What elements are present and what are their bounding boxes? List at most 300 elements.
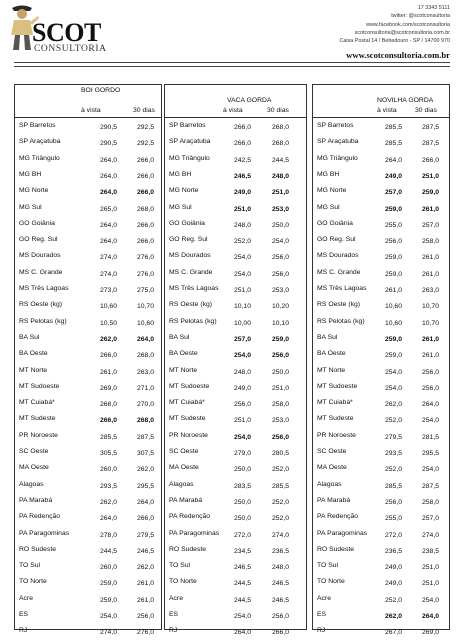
contact-info	[340, 4, 450, 45]
price-30-dias: 263,0	[421, 287, 439, 294]
region-label: MS C. Grande	[169, 268, 213, 276]
region-label: RS Oeste (kg)	[169, 301, 213, 309]
price-30-dias: 251,0	[421, 564, 439, 572]
price-30-dias: 266,0	[136, 189, 154, 197]
header-divider	[14, 62, 450, 67]
price-30-dias: 274,0	[421, 531, 439, 539]
price-30-dias: 295,5	[421, 450, 439, 457]
region-label: MT Cuiabá*	[19, 399, 55, 407]
price-a-vista: 259,0	[384, 270, 402, 278]
price-a-vista: 254,0	[233, 433, 251, 441]
region-label: Alagoas	[19, 480, 44, 488]
price-30-dias: 252,0	[271, 515, 289, 523]
region-label: MG Sul	[317, 203, 340, 211]
price-a-vista: 256,0	[384, 498, 402, 506]
region-label: SP Araçatuba	[317, 138, 359, 146]
region-label: MT Sudeste	[317, 415, 354, 423]
price-30-dias: 261,0	[136, 596, 154, 604]
table-row	[313, 282, 449, 298]
price-30-dias: 10,70	[421, 319, 439, 327]
price-30-dias: 266,0	[136, 221, 154, 229]
region-label: BA Sul	[169, 333, 190, 341]
price-30-dias: 250,0	[271, 221, 289, 229]
region-label: SP Barretos	[19, 122, 56, 129]
table-row	[165, 266, 306, 282]
price-a-vista: 290,5	[99, 124, 117, 131]
price-30-dias: 275,0	[136, 287, 154, 294]
table-row	[313, 266, 449, 282]
region-label: RS Pelotas (kg)	[19, 317, 67, 325]
table-row	[165, 233, 306, 249]
price-a-vista: 255,0	[384, 221, 402, 229]
table-row	[313, 429, 449, 445]
region-label: PA Redenção	[19, 513, 61, 521]
table-row	[313, 298, 449, 314]
price-30-dias: 10,10	[271, 319, 289, 327]
region-label: PR Noroeste	[19, 431, 58, 439]
price-30-dias: 257,0	[421, 515, 439, 523]
price-a-vista: 278,0	[99, 531, 117, 539]
price-30-dias: 251,0	[271, 189, 289, 197]
table-row	[15, 347, 161, 363]
price-a-vista: 254,0	[233, 254, 251, 262]
price-30-dias: 295,5	[136, 482, 154, 490]
price-a-vista: 252,0	[384, 596, 402, 604]
table-row	[313, 559, 449, 575]
price-30-dias: 253,0	[271, 287, 289, 294]
price-30-dias: 256,0	[271, 254, 289, 262]
table-row	[165, 298, 306, 314]
price-a-vista: 262,0	[384, 401, 402, 409]
table-row	[313, 152, 449, 168]
price-30-dias: 287,5	[421, 140, 439, 148]
contact-email[interactable]: scotconsultoria@scotconsultoria.com.br	[354, 29, 450, 36]
region-label: MG Norte	[317, 187, 347, 195]
table-row	[15, 364, 161, 380]
price-30-dias: 261,0	[136, 580, 154, 588]
website-link[interactable]: www.scotconsultoria.com.br	[346, 50, 450, 60]
price-30-dias: 287,5	[136, 433, 154, 441]
price-a-vista: 10,10	[233, 303, 251, 311]
price-a-vista: 285,5	[384, 482, 402, 490]
table-row	[15, 184, 161, 200]
price-30-dias: 279,5	[136, 531, 154, 539]
region-label: RS Pelotas (kg)	[169, 317, 217, 325]
column-header-30-dias: 30 dias	[415, 107, 437, 114]
region-label: SC Oeste	[19, 448, 49, 455]
price-a-vista: 264,0	[99, 172, 117, 180]
region-label: PA Paragominas	[169, 529, 220, 537]
price-a-vista: 259,0	[384, 352, 402, 360]
region-label: MT Norte	[19, 366, 48, 374]
table-row	[165, 592, 306, 608]
price-a-vista: 266,0	[99, 417, 117, 425]
price-30-dias: 270,0	[136, 401, 154, 409]
price-a-vista: 249,0	[384, 564, 402, 572]
region-label: MG Norte	[19, 187, 49, 195]
price-30-dias: 261,0	[421, 352, 439, 360]
table-row	[313, 478, 449, 494]
price-a-vista: 257,0	[384, 189, 402, 197]
price-30-dias: 268,0	[136, 352, 154, 360]
price-30-dias: 10,60	[136, 319, 154, 327]
price-30-dias: 258,0	[421, 498, 439, 506]
price-a-vista: 262,0	[99, 335, 117, 343]
price-30-dias: 250,0	[271, 368, 289, 376]
price-30-dias: 269,0	[421, 629, 439, 637]
table-row	[15, 282, 161, 298]
region-label: MG Sul	[19, 203, 42, 211]
price-30-dias: 292,5	[136, 124, 154, 131]
price-30-dias: 248,0	[271, 564, 289, 572]
table-row	[165, 461, 306, 477]
price-a-vista: 249,0	[384, 580, 402, 588]
price-30-dias: 307,5	[136, 450, 154, 457]
region-label: TO Norte	[169, 578, 197, 586]
price-30-dias: 256,0	[271, 270, 289, 278]
region-label: GO Reg. Sul	[317, 236, 356, 244]
price-a-vista: 264,0	[99, 238, 117, 246]
table-row	[15, 233, 161, 249]
price-30-dias: 287,5	[421, 482, 439, 490]
price-a-vista: 264,0	[99, 156, 117, 164]
table-row	[313, 347, 449, 363]
price-a-vista: 250,0	[233, 498, 251, 506]
price-30-dias: 10,20	[271, 303, 289, 311]
table-row	[165, 445, 306, 461]
table-row	[165, 478, 306, 494]
table-row	[165, 315, 306, 331]
table-row	[313, 331, 449, 347]
table-row	[313, 494, 449, 510]
price-30-dias: 253,0	[271, 205, 289, 213]
contact-twitter[interactable]: twitter: @scotconsultoria	[391, 13, 450, 20]
price-a-vista: 249,0	[233, 384, 251, 392]
price-a-vista: 274,0	[99, 629, 117, 637]
price-30-dias: 276,0	[136, 270, 154, 278]
region-label: BA Sul	[19, 333, 40, 341]
table-row	[15, 608, 161, 624]
price-a-vista: 242,5	[233, 156, 251, 164]
table-row	[165, 429, 306, 445]
price-a-vista: 260,0	[99, 564, 117, 572]
price-a-vista: 251,0	[233, 205, 251, 213]
table-row	[313, 543, 449, 559]
region-label: SC Oeste	[317, 448, 347, 455]
price-a-vista: 264,0	[99, 189, 117, 197]
price-a-vista: 293,5	[99, 482, 117, 490]
price-30-dias: 256,0	[271, 613, 289, 620]
region-label: GO Goiânia	[317, 219, 353, 227]
region-label: ES	[169, 611, 179, 618]
price-30-dias: 264,0	[421, 401, 439, 409]
contact-facebook[interactable]: www.facebook.com/scotconsultoria	[366, 21, 450, 28]
price-30-dias: 244,5	[271, 156, 289, 164]
price-a-vista: 293,5	[384, 450, 402, 457]
price-30-dias: 285,5	[271, 482, 289, 490]
contact-phone: 17 3343 5111	[417, 5, 450, 11]
region-label: MT Cuiabá*	[317, 399, 353, 407]
table-title: NOVILHA GORDA	[377, 97, 434, 104]
price-30-dias: 258,0	[421, 238, 439, 246]
price-30-dias: 281,5	[421, 433, 439, 441]
price-30-dias: 271,0	[136, 384, 154, 392]
region-label: TO Sul	[317, 562, 339, 570]
price-a-vista: 252,0	[384, 466, 402, 474]
scot-logo[interactable]	[4, 2, 114, 56]
price-a-vista: 236,5	[384, 547, 402, 555]
table-row	[165, 364, 306, 380]
table-row	[165, 282, 306, 298]
price-30-dias: 266,0	[271, 629, 289, 637]
region-label: TO Sul	[19, 562, 41, 570]
price-a-vista: 254,0	[233, 352, 251, 360]
region-label: RO Sudeste	[169, 545, 207, 553]
price-a-vista: 274,0	[99, 254, 117, 262]
price-30-dias: 263,0	[136, 368, 154, 376]
price-a-vista: 246,5	[233, 564, 251, 572]
price-30-dias: 261,0	[421, 254, 439, 262]
table-row	[15, 592, 161, 608]
column-header-a-vista: à vista	[377, 107, 397, 114]
price-30-dias: 256,0	[271, 352, 289, 360]
region-label: MG Sul	[169, 203, 192, 211]
price-30-dias: 246,5	[271, 580, 289, 588]
region-label: MS C. Grande	[317, 268, 361, 276]
price-a-vista: 274,0	[99, 270, 117, 278]
table-row	[15, 575, 161, 591]
brand-name: SCOT	[32, 18, 101, 47]
region-label: GO Reg. Sul	[169, 236, 208, 244]
price-30-dias: 251,0	[421, 172, 439, 180]
price-a-vista: 244,5	[99, 547, 117, 555]
table-row	[15, 494, 161, 510]
price-a-vista: 262,0	[384, 613, 402, 620]
price-30-dias: 251,0	[271, 384, 289, 392]
region-label: RJ	[317, 627, 326, 635]
region-label: BA Oeste	[19, 350, 48, 358]
region-label: RS Oeste (kg)	[19, 301, 63, 309]
price-30-dias: 264,0	[136, 335, 154, 343]
table-row	[313, 135, 449, 151]
price-30-dias: 262,0	[136, 466, 154, 474]
price-30-dias: 274,0	[271, 531, 289, 539]
table-row	[165, 494, 306, 510]
table-row	[313, 624, 449, 640]
region-label: MS Três Lagoas	[169, 285, 219, 292]
region-label: MT Norte	[169, 366, 198, 374]
price-a-vista: 259,0	[99, 596, 117, 604]
price-a-vista: 251,0	[233, 417, 251, 425]
price-30-dias: 254,0	[421, 596, 439, 604]
region-label: PA Marabá	[19, 496, 53, 504]
price-30-dias: 266,0	[136, 238, 154, 246]
price-30-dias: 10,70	[421, 303, 439, 311]
price-30-dias: 256,0	[421, 368, 439, 376]
price-a-vista: 10,60	[99, 303, 117, 311]
region-label: GO Goiânia	[169, 219, 205, 227]
region-label: RO Sudeste	[19, 545, 57, 553]
region-label: MG BH	[169, 170, 192, 178]
price-a-vista: 264,0	[99, 221, 117, 229]
price-30-dias: 268,0	[136, 417, 154, 425]
price-a-vista: 262,0	[99, 498, 117, 506]
region-label: MS Dourados	[169, 252, 211, 260]
price-a-vista: 259,0	[384, 335, 402, 343]
price-a-vista: 234,5	[233, 547, 251, 555]
table-row	[15, 135, 161, 151]
column-header-30-dias: 30 dias	[267, 107, 289, 114]
table-row	[165, 575, 306, 591]
region-label: MT Cuiabá*	[169, 399, 205, 407]
table-row	[165, 510, 306, 526]
price-30-dias: 276,0	[136, 254, 154, 262]
price-a-vista: 10,00	[233, 319, 251, 327]
price-a-vista: 267,0	[384, 629, 402, 637]
price-table-vaca-gorda	[164, 84, 307, 637]
price-30-dias: 287,5	[421, 124, 439, 131]
table-row	[313, 249, 449, 265]
table-row	[313, 380, 449, 396]
price-a-vista: 285,5	[384, 140, 402, 148]
price-30-dias: 246,5	[271, 596, 289, 604]
region-label: Alagoas	[169, 480, 194, 488]
region-label: MG Triângulo	[317, 154, 358, 162]
price-a-vista: 259,0	[384, 254, 402, 262]
price-a-vista: 246,5	[233, 172, 251, 180]
table-row	[313, 201, 449, 217]
table-row	[313, 119, 449, 135]
price-a-vista: 283,5	[233, 482, 251, 490]
region-label: MT Sudoeste	[317, 382, 358, 390]
table-row	[165, 201, 306, 217]
table-header	[15, 85, 161, 118]
price-30-dias: 264,0	[136, 498, 154, 506]
price-a-vista: 254,0	[384, 384, 402, 392]
table-row	[15, 331, 161, 347]
price-a-vista: 285,5	[384, 124, 402, 131]
table-row	[313, 396, 449, 412]
region-label: BA Sul	[317, 333, 338, 341]
price-a-vista: 266,0	[99, 352, 117, 360]
table-row	[313, 445, 449, 461]
price-a-vista: 252,0	[233, 238, 251, 246]
region-label: MS Dourados	[19, 252, 61, 260]
table-row	[165, 559, 306, 575]
region-label: MA Oeste	[317, 464, 347, 472]
price-30-dias: 236,5	[271, 547, 289, 555]
region-label: RO Sudeste	[317, 545, 355, 553]
region-label: PA Paragominas	[19, 529, 70, 537]
region-label: MT Norte	[317, 366, 346, 374]
table-row	[165, 380, 306, 396]
price-30-dias: 266,0	[421, 156, 439, 164]
price-30-dias: 262,0	[136, 564, 154, 572]
table-row	[165, 331, 306, 347]
table-row	[15, 119, 161, 135]
region-label: PA Marabá	[169, 496, 203, 504]
price-30-dias: 246,5	[136, 547, 154, 555]
price-30-dias: 266,0	[136, 172, 154, 180]
region-label: MT Sudeste	[19, 415, 56, 423]
table-row	[15, 217, 161, 233]
price-a-vista: 248,0	[233, 221, 251, 229]
price-a-vista: 261,0	[99, 368, 117, 376]
table-row	[165, 119, 306, 135]
region-label: MG Triângulo	[19, 154, 60, 162]
table-row	[15, 201, 161, 217]
price-a-vista: 259,0	[384, 205, 402, 213]
price-30-dias: 276,0	[136, 629, 154, 637]
table-row	[165, 347, 306, 363]
table-row	[15, 624, 161, 640]
region-label: SP Barretos	[317, 122, 354, 129]
price-a-vista: 244,5	[233, 596, 251, 604]
price-a-vista: 244,5	[233, 580, 251, 588]
price-a-vista: 250,0	[233, 515, 251, 523]
table-row	[15, 152, 161, 168]
price-30-dias: 254,0	[271, 238, 289, 246]
region-label: RJ	[19, 627, 28, 635]
price-a-vista: 248,0	[233, 368, 251, 376]
price-a-vista: 261,0	[384, 287, 402, 294]
price-30-dias: 251,0	[421, 580, 439, 588]
table-row	[15, 478, 161, 494]
table-row	[313, 168, 449, 184]
table-row	[165, 396, 306, 412]
price-30-dias: 252,0	[271, 466, 289, 474]
table-row	[165, 217, 306, 233]
contact-address: Caixa Postal 14 / Bebedouro - SP / 14700 970	[339, 38, 450, 45]
region-label: GO Reg. Sul	[19, 236, 58, 244]
price-a-vista: 249,0	[233, 189, 251, 197]
table-row	[15, 429, 161, 445]
price-a-vista: 268,0	[99, 401, 117, 409]
table-row	[313, 575, 449, 591]
price-30-dias: 266,0	[136, 156, 154, 164]
price-30-dias: 268,0	[136, 205, 154, 213]
table-row	[313, 527, 449, 543]
price-a-vista: 264,0	[233, 629, 251, 637]
table-row	[15, 396, 161, 412]
table-row	[15, 249, 161, 265]
price-30-dias: 10,70	[136, 303, 154, 311]
column-header-a-vista: à vista	[223, 107, 243, 114]
region-label: RS Pelotas (kg)	[317, 317, 365, 325]
price-a-vista: 251,0	[233, 287, 251, 294]
table-row	[15, 461, 161, 477]
table-row	[313, 233, 449, 249]
price-30-dias: 266,0	[136, 515, 154, 523]
price-table-novilha-gorda	[312, 84, 450, 637]
price-a-vista: 272,0	[384, 531, 402, 539]
table-row	[15, 380, 161, 396]
price-a-vista: 259,0	[99, 580, 117, 588]
region-label: SP Barretos	[169, 122, 206, 129]
region-label: SP Araçatuba	[169, 138, 211, 146]
table-row	[165, 152, 306, 168]
price-30-dias: 280,5	[271, 450, 289, 457]
price-a-vista: 249,0	[384, 172, 402, 180]
table-row	[165, 527, 306, 543]
region-label: ES	[19, 611, 29, 618]
price-a-vista: 265,0	[99, 205, 117, 213]
region-label: PA Redenção	[169, 513, 211, 521]
region-label: TO Norte	[317, 578, 345, 586]
region-label: MS C. Grande	[19, 268, 63, 276]
price-a-vista: 260,0	[99, 466, 117, 474]
price-30-dias: 257,0	[421, 221, 439, 229]
